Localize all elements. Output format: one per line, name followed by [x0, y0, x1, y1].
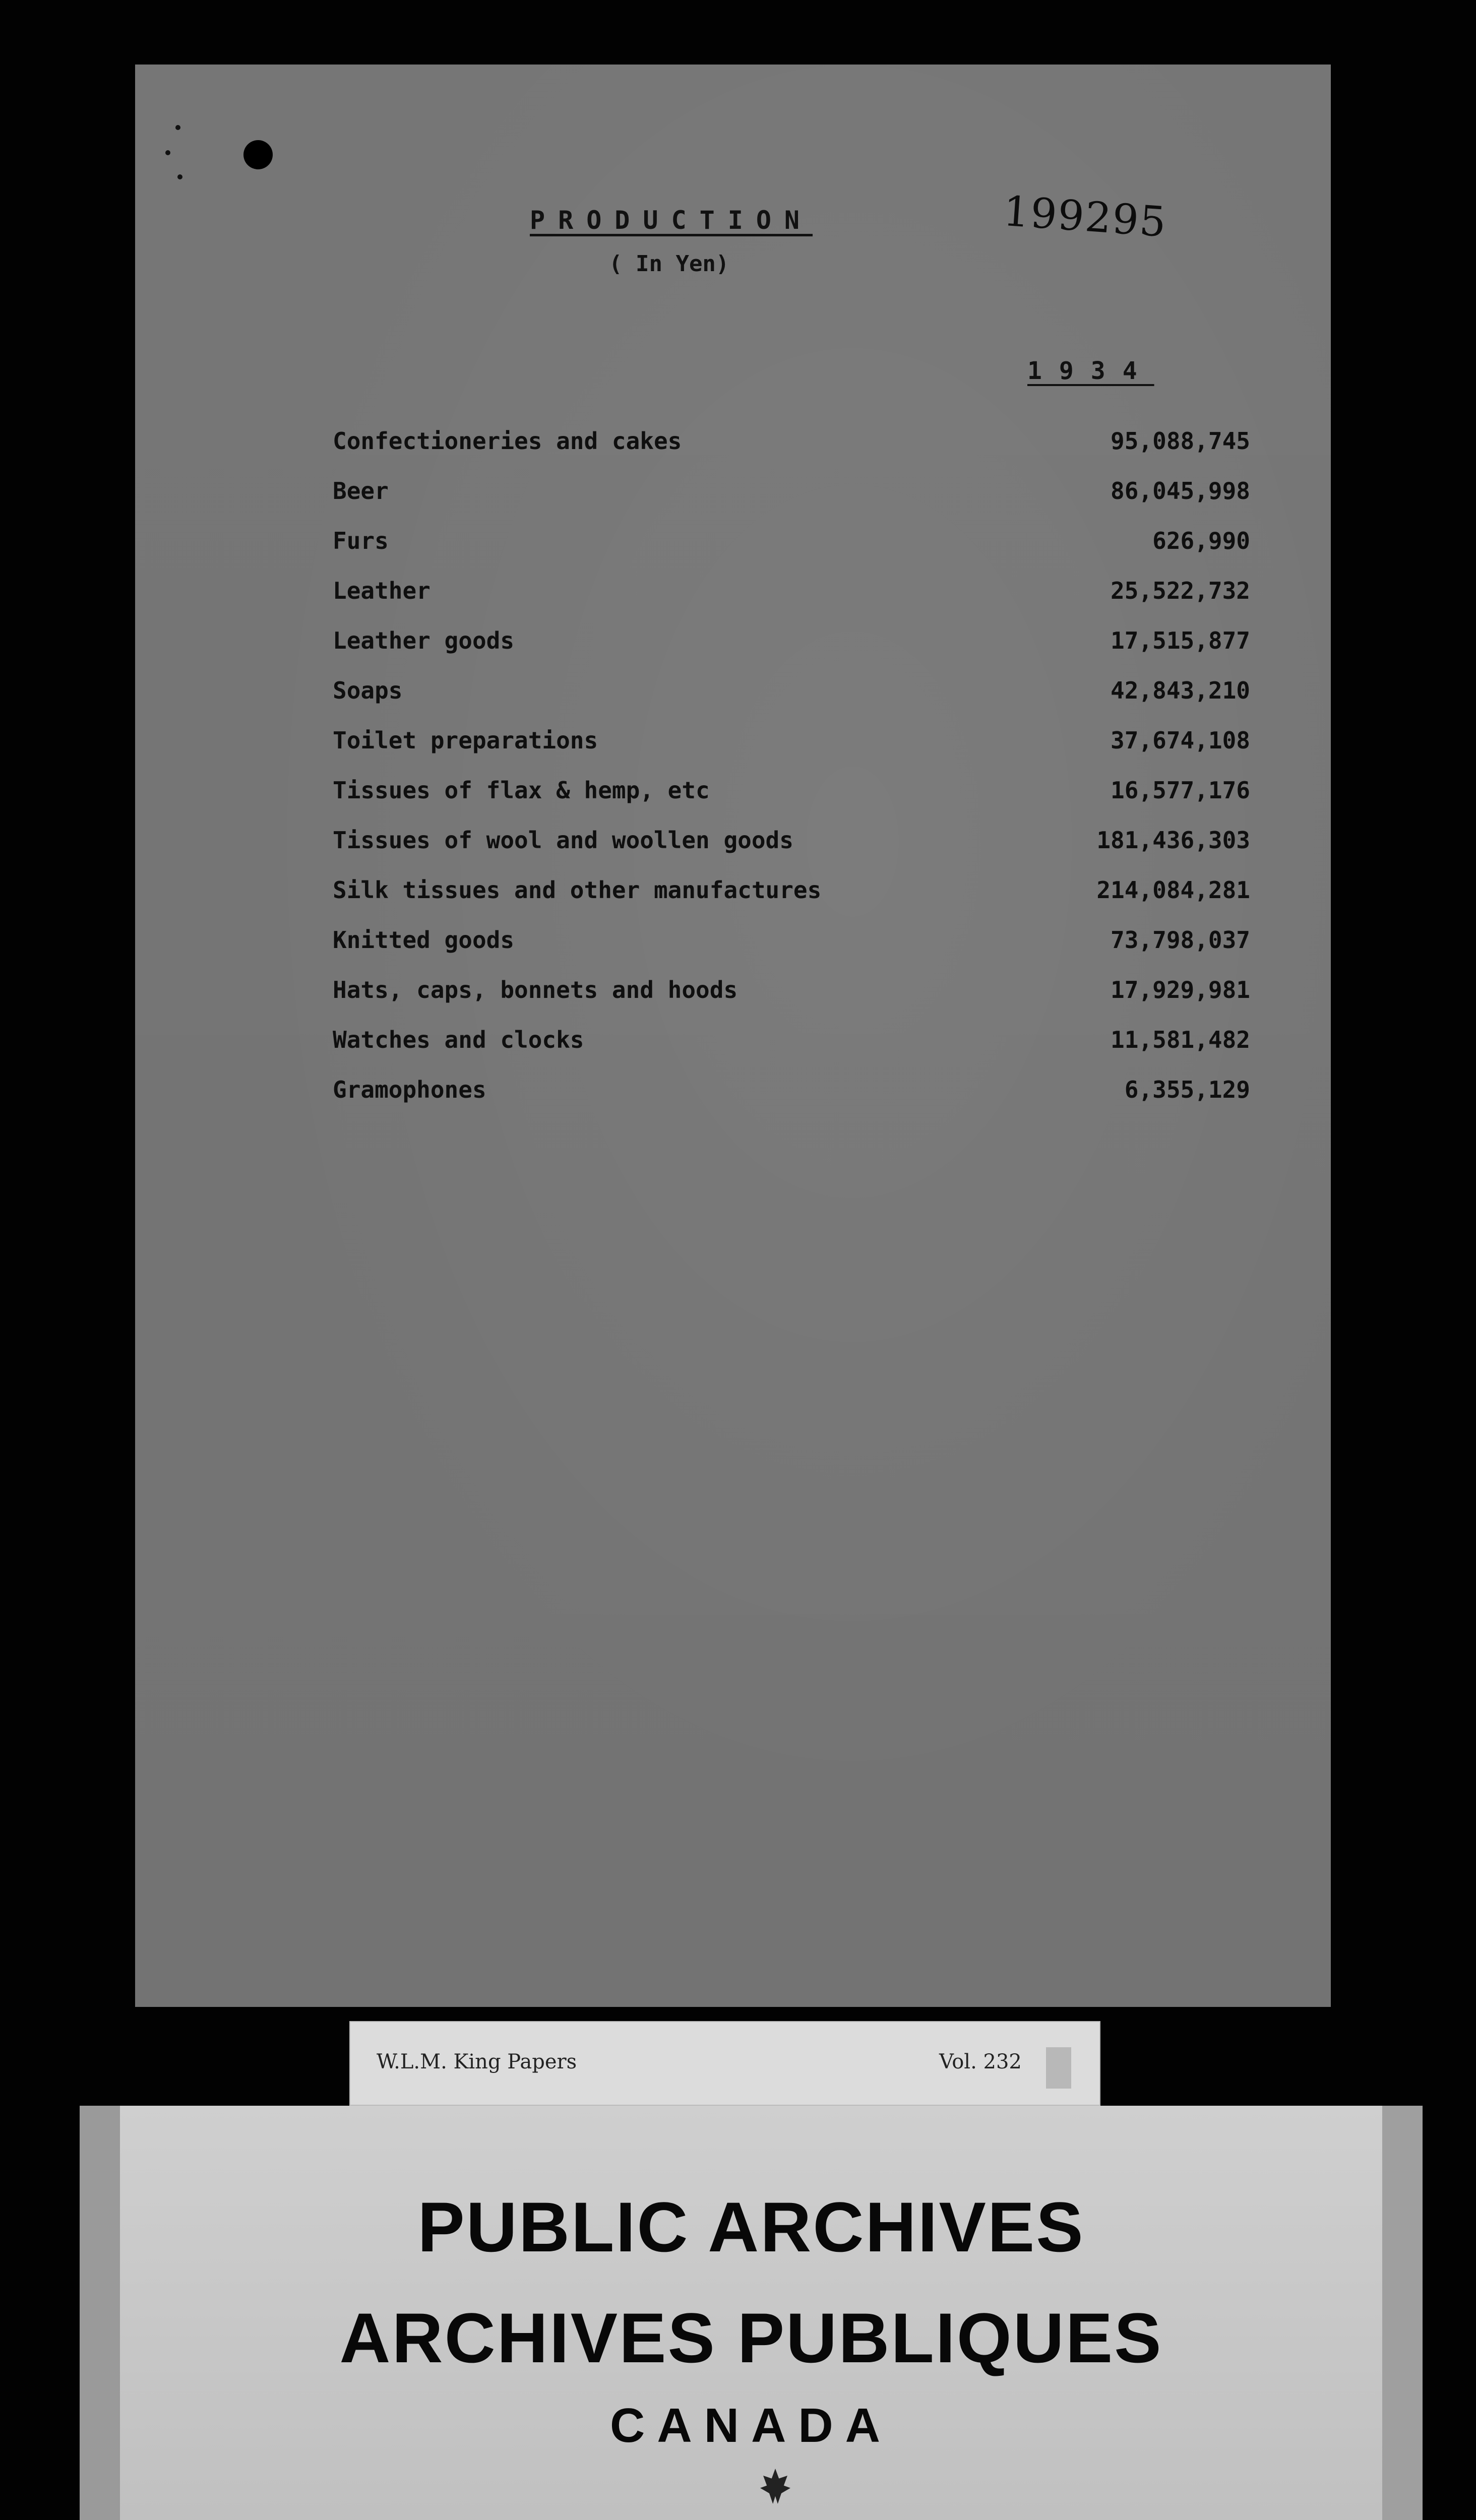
row-label: Silk tissues and other manufactures: [333, 876, 822, 904]
row-value: 25,522,732: [1111, 577, 1250, 604]
table-row: [333, 1026, 1250, 1076]
punch-hole: [243, 140, 273, 169]
table-row: [333, 1076, 1250, 1126]
table-row: [333, 727, 1250, 777]
row-label: Tissues of wool and woollen goods: [333, 827, 793, 854]
year-heading: 1934: [1027, 357, 1154, 385]
volume-label: Vol. 232: [939, 2050, 1022, 2073]
row-label: Leather: [333, 577, 430, 604]
table-row: [333, 527, 1250, 577]
table-row: [333, 827, 1250, 876]
row-label: Confectioneries and cakes: [333, 427, 682, 455]
ink-speck: [175, 125, 180, 130]
row-label: Leather goods: [333, 627, 515, 654]
document-subtitle: ( In Yen): [609, 251, 729, 277]
row-value: 181,436,303: [1096, 827, 1250, 854]
table-row: [333, 926, 1250, 976]
archive-stamp-line-french: ARCHIVES PUBLIQUES: [339, 2298, 1163, 2377]
row-label: Beer: [333, 477, 389, 505]
reference-strip: [349, 2021, 1100, 2106]
strip-tab: [1046, 2047, 1071, 2089]
row-value: 626,990: [1152, 527, 1250, 554]
document-title: PRODUCTION: [530, 206, 813, 235]
row-label: Tissues of flax & hemp, etc: [333, 777, 710, 804]
document-number: 199295: [1002, 187, 1168, 247]
row-value: 95,088,745: [1111, 427, 1250, 455]
row-value: 42,843,210: [1111, 677, 1250, 704]
row-value: 37,674,108: [1111, 727, 1250, 754]
row-label: Gramophones: [333, 1076, 486, 1103]
document-page: [135, 65, 1331, 2007]
row-label: Furs: [333, 527, 389, 554]
row-value: 214,084,281: [1096, 876, 1250, 904]
archive-stamp-country: CANADA: [610, 2399, 892, 2452]
table-row: [333, 477, 1250, 527]
table-row: [333, 577, 1250, 627]
row-value: 16,577,176: [1111, 777, 1250, 804]
table-row: [333, 777, 1250, 827]
collection-label: W.L.M. King Papers: [377, 2050, 577, 2073]
table-row: [333, 677, 1250, 727]
row-value: 6,355,129: [1124, 1076, 1250, 1103]
row-label: Hats, caps, bonnets and hoods: [333, 976, 738, 1003]
maple-leaf-icon: [760, 2469, 790, 2504]
production-table: [333, 427, 1250, 1126]
table-row: [333, 427, 1250, 477]
row-value: 86,045,998: [1111, 477, 1250, 505]
row-value: 73,798,037: [1111, 926, 1250, 954]
row-label: Soaps: [333, 677, 403, 704]
row-value: 17,929,981: [1111, 976, 1250, 1003]
row-value: 17,515,877: [1111, 627, 1250, 654]
table-row: [333, 976, 1250, 1026]
row-value: 11,581,482: [1111, 1026, 1250, 1053]
table-row: [333, 627, 1250, 677]
row-label: Toilet preparations: [333, 727, 598, 754]
archive-stamp-line-english: PUBLIC ARCHIVES: [417, 2187, 1085, 2266]
ink-speck: [177, 174, 182, 179]
row-label: Knitted goods: [333, 926, 515, 954]
ink-speck: [165, 150, 170, 155]
archive-stamp-card: [80, 2106, 1423, 2520]
row-label: Watches and clocks: [333, 1026, 584, 1053]
table-row: [333, 876, 1250, 926]
